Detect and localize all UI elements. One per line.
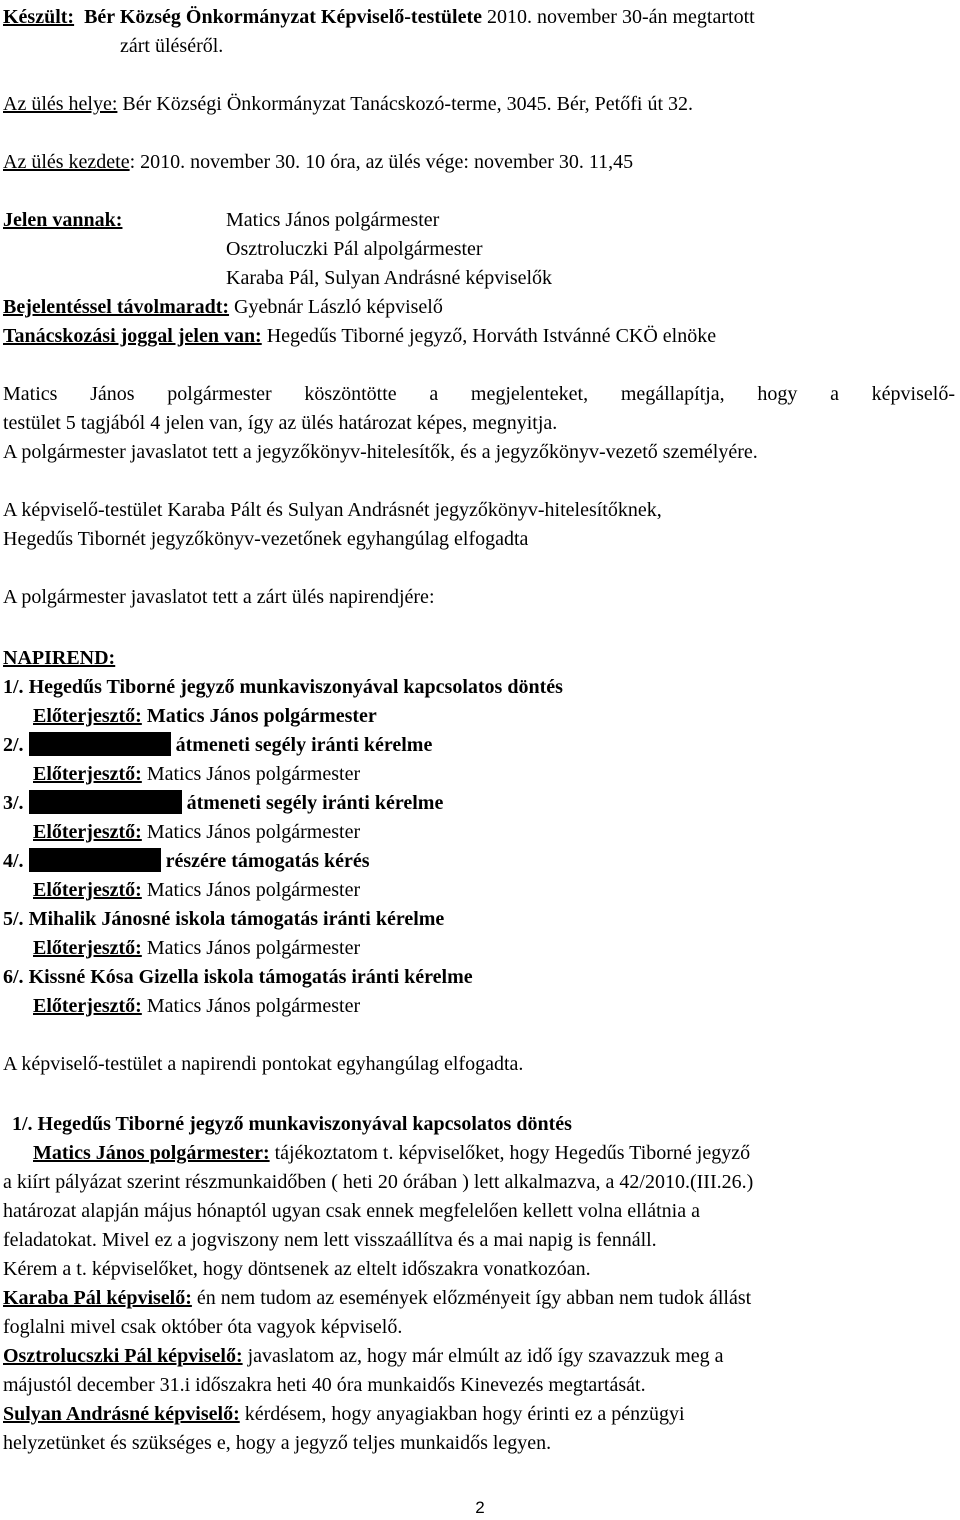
agenda-item-6-presenter [33, 992, 360, 1021]
present-label: Jelen vannak: [3, 209, 123, 231]
venue-label: Az ülés helye: [3, 93, 118, 115]
redacted-name [29, 848, 161, 872]
agenda-heading: NAPIREND: [3, 647, 116, 669]
section-1-heading: 1/. Hegedűs Tiborné jegyző munkaviszonyával kapcsolatos döntés [12, 1113, 572, 1135]
agenda-item-3-presenter [33, 818, 360, 847]
agenda-item-2-presenter [33, 760, 360, 789]
agenda-item-number: 3/. [3, 792, 24, 814]
redacted-name [29, 790, 182, 814]
agenda-item-5-presenter [33, 934, 360, 963]
agenda-item-1-presenter [33, 702, 377, 731]
presenter-name: Matics János polgármester [141, 821, 361, 843]
agenda-item-6 [3, 963, 473, 992]
mayor-statement-line5: Kérem a t. képviselőket, hogy döntsenek az eltelt időszakra vonatkozóan. [3, 1258, 591, 1280]
agenda-item-title: átmeneti segély iránti kérelme [181, 792, 444, 814]
advisory-text: Hegedűs Tiborné jegyző, Horváth Istvánné CKÖ elnöke [261, 325, 717, 347]
agenda-accepted: A képviselő-testület a napirendi pontokat egyhangúlag elfogadta. [3, 1053, 524, 1075]
agenda-item-1 [3, 673, 563, 702]
presenter-label: Előterjesztő: [33, 705, 142, 727]
present-member-1: Matics János polgármester [226, 209, 440, 231]
absent-label: Bejelentéssel távolmaradt: [3, 296, 230, 318]
speaker-sulyan: Sulyan Andrásné képviselő: [3, 1403, 240, 1425]
agenda-item-2 [3, 731, 432, 760]
statement-text: tájékoztatom t. képviselőket, hogy Hegedűs Tiborné jegyző [269, 1142, 751, 1164]
speaker-karaba: Karaba Pál képviselő: [3, 1287, 192, 1309]
present-member-2: Osztroluczki Pál alpolgármester [226, 238, 483, 260]
agenda-item-title: Hegedűs Tiborné jegyző munkaviszonyával kapcsolatos döntés [23, 676, 563, 698]
advisory-line [3, 322, 716, 351]
presenter-name: Matics János polgármester [141, 995, 361, 1017]
intro-p3: A polgármester javaslatot tett a zárt ülés napirendjére: [3, 586, 435, 608]
presenter-name: Matics János polgármester [141, 763, 361, 785]
karaba-statement-line2: foglalni mivel csak október óta vagyok képviselő. [3, 1316, 403, 1338]
agenda-item-number: 5/. [3, 908, 24, 930]
presenter-label: Előterjesztő: [33, 937, 142, 959]
agenda-item-number: 6/. [3, 966, 24, 988]
page-number: 2 [475, 1498, 485, 1517]
agenda-item-number: 1/. [3, 676, 24, 698]
speaker-osztrolucszki: Osztrolucszki Pál képviselő: [3, 1345, 243, 1367]
start-line [3, 148, 633, 177]
agenda-item-number: 4/. [3, 850, 24, 872]
osztro-statement-line1 [3, 1342, 724, 1371]
intro-p1-line3: A polgármester javaslatot tett a jegyzőkönyv-hitelesítők, és a jegyzőkönyv-vezető személyére. [3, 441, 758, 463]
agenda-item-4-presenter [33, 876, 360, 905]
statement-text: javaslatom az, hogy már elmúlt az idő így szavazzuk meg a [242, 1345, 724, 1367]
presenter-name: Matics János polgármester [141, 705, 377, 727]
intro-p1-line2: testület 5 tagjából 4 jelen van, így az ülés határozat képes, megnyitja. [3, 412, 558, 434]
intro-p1-line1: Matics János polgármester köszöntötte a megjelenteket, megállapítja, hogy a képviselő- [3, 383, 955, 405]
intro-p2-line2: Hegedűs Tibornét jegyzőkönyv-vezetőnek egyhangúlag elfogadta [3, 528, 529, 550]
advisory-label: Tanácskozási joggal jelen van: [3, 325, 262, 347]
agenda-item-number: 2/. [3, 734, 24, 756]
agenda-item-title: átmeneti segély iránti kérelme [170, 734, 433, 756]
mayor-statement-line3: határozat alapján május hónaptól ugyan csak ennek megfelelően kellett volna ellátnia a [3, 1200, 700, 1222]
absent-line [3, 293, 443, 322]
agenda-item-3 [3, 789, 443, 818]
presenter-label: Előterjesztő: [33, 995, 142, 1017]
absent-text: Gyebnár László képviselő [229, 296, 443, 318]
karaba-statement-line1 [3, 1284, 751, 1313]
meeting-date: 2010. november 30-án megtartott [481, 6, 755, 28]
intro-p2-line1: A képviselő-testület Karaba Pált és Sulyan Andrásnét jegyzőkönyv-hitelesítőknek, [3, 499, 662, 521]
agenda-item-4 [3, 847, 370, 876]
sulyan-statement-line2: helyzetünket és szükséges e, hogy a jegyző teljes munkaidős legyen. [3, 1432, 552, 1454]
statement-text: kérdésem, hogy anyagiakban hogy érinti ez a pénzügyi [239, 1403, 685, 1425]
made-line [3, 3, 755, 32]
venue-text: Bér Községi Önkormányzat Tanácskozó-terme, 3045. Bér, Petőfi út 32. [117, 93, 694, 115]
presenter-label: Előterjesztő: [33, 821, 142, 843]
presenter-name: Matics János polgármester [141, 879, 361, 901]
redacted-name [29, 732, 171, 756]
agenda-item-title: Kissné Kósa Gizella iskola támogatás iránti kérelme [23, 966, 473, 988]
osztro-statement-line2: májustól december 31.i időszakra heti 40 óra munkaidős Kinevezés megtartását. [3, 1374, 646, 1396]
mayor-statement-line1 [33, 1139, 750, 1168]
mayor-statement-line4: feladatokat. Mivel ez a jogviszony nem lett visszaállítva és a mai napig is fennáll. [3, 1229, 657, 1251]
start-label: Az ülés kezdete [3, 151, 130, 173]
presenter-label: Előterjesztő: [33, 763, 142, 785]
presenter-label: Előterjesztő: [33, 879, 142, 901]
made-label: Készült: [3, 6, 75, 28]
venue-line [3, 90, 693, 119]
start-text: : 2010. november 30. 10 óra, az ülés vége: november 30. 11,45 [129, 151, 634, 173]
council-name: Bér Község Önkormányzat Képviselő-testülete [84, 6, 482, 28]
sulyan-statement-line1 [3, 1400, 685, 1429]
agenda-item-5 [3, 905, 444, 934]
made-line-2: zárt üléséről. [120, 35, 224, 57]
statement-text: én nem tudom az események előzményeit így abban nem tudok állást [191, 1287, 752, 1309]
presenter-name: Matics János polgármester [141, 937, 361, 959]
speaker-mayor: Matics János polgármester: [33, 1142, 270, 1164]
agenda-item-title: részére támogatás kérés [160, 850, 370, 872]
mayor-statement-line2: a kiírt pályázat szerint részmunkaidőben ( heti 20 órában ) lett alkalmazva, a 42/2010.(III.26.) [3, 1171, 754, 1193]
present-member-3: Karaba Pál, Sulyan Andrásné képviselők [226, 267, 553, 289]
agenda-item-title: Mihalik Jánosné iskola támogatás iránti kérelme [23, 908, 445, 930]
